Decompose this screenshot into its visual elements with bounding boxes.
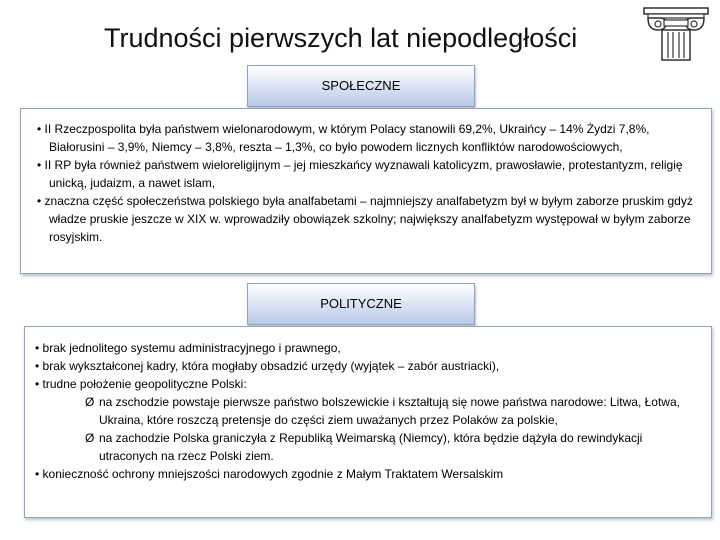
political-point-1: • brak jednolitego systemu administracyjnego i prawnego, (35, 341, 341, 355)
political-subpoint-2-text: na zachodzie Polska graniczyła z Republiką Weimarską (Niemcy), która będzie dążyła do rewindykacji utraconych na rzecz Polski ziem. (99, 431, 643, 463)
political-point-4: • konieczność ochrony mniejszości narodowych zgodnie z Małym Traktatem Wersalskim (35, 467, 504, 481)
arrow-bullet-icon: Ø (85, 431, 95, 445)
political-subpoint-1 (33, 393, 703, 429)
political-point-2: • brak wykształconej kadry, która mogłaby obsadzić urzędy (wyjątek – zabór austriacki), (35, 359, 500, 373)
political-label: POLITYCZNE (247, 283, 475, 325)
social-point-2: • II RP była również państwem wieloreligijnym – jej mieszkańcy wyznawali katolicyzm, prawosławie, protestantyzm, religię unicką, judaizm, a nawet islam, (37, 158, 683, 190)
social-point-1: • II Rzeczpospolita była państwem wielonarodowym, w którym Polacy stanowili 69,2%, Ukraińcy – 14% Żydzi 7,8%, Białorusini – 3,9%, Niemcy – 3,8%, reszta – 1,3%, co było powodem licznych konfliktów narodowościowych, (37, 122, 650, 154)
political-subpoint-2 (33, 429, 703, 465)
arrow-bullet-icon: Ø (85, 395, 95, 409)
column-capital-icon (640, 6, 712, 62)
social-point-3: • znaczna część społeczeństwa polskiego była analfabetami – najmniejszy analfabetyzm był w byłym zaborze pruskim gdyż władze pruskie jeszcze w XIX w. wprowadziły obowiązek szkolny; największy analfabetyzm występował w byłym zaborze rosyjskim. (37, 194, 693, 244)
political-subpoint-1-text: na zschodzie powstaje pierwsze państwo bolszewickie i kształtują się nowe państwa narodowe: Litwa, Łotwa, Ukraina, które roszczą pretensje do części ziem uważanych przez Polaków za polskie, (99, 395, 680, 427)
page-title: Trudności pierwszych lat niepodległości (104, 23, 578, 53)
social-label: SPOŁECZNE (247, 65, 475, 107)
political-content (24, 326, 712, 518)
political-point-3: • trudne położenie geopolityczne Polski: (35, 377, 247, 391)
social-content (20, 108, 712, 274)
